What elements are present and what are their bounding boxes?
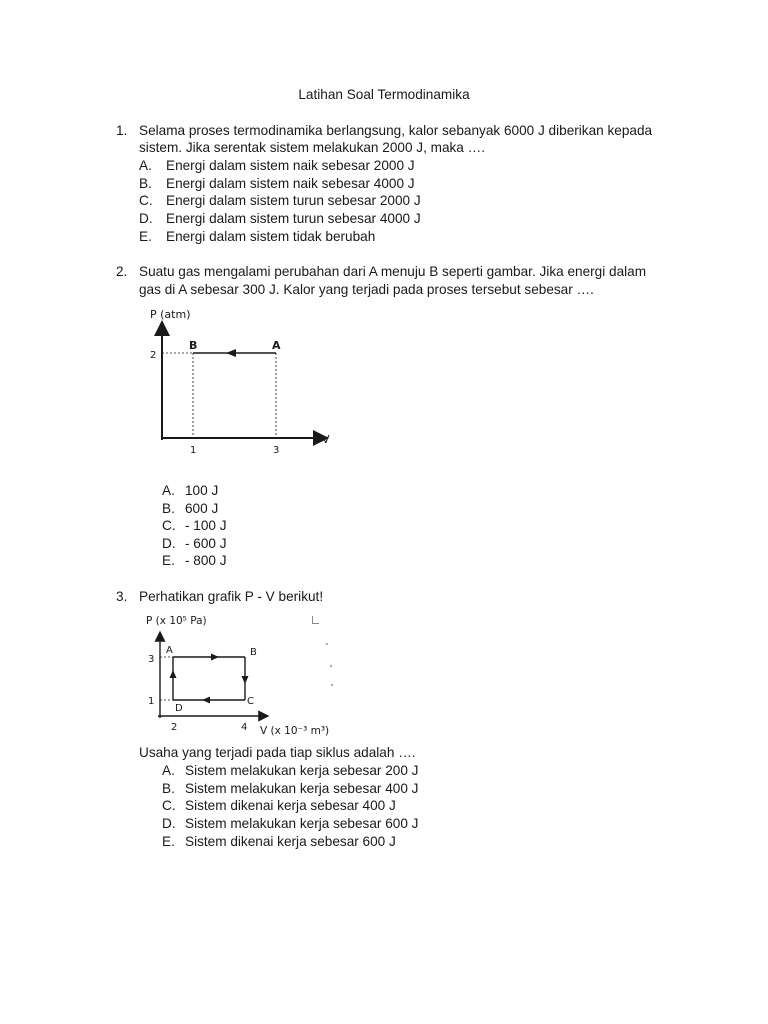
question-text-line: Selama proses termodinamika berlangsung, kalor sebanyak 6000 J diberikan kepada <box>139 123 653 138</box>
option-letter: A. <box>162 763 175 778</box>
option-letter: E. <box>162 834 175 849</box>
y-tick-label: 2 <box>150 350 157 361</box>
question-text-line: sistem. Jika serentak sistem melakukan 2000 J, maka …. <box>139 140 486 155</box>
point-label-b: B <box>189 339 198 352</box>
option-letter: B. <box>162 781 175 796</box>
option-letter: A. <box>139 158 152 173</box>
option-text: - 600 J <box>185 536 227 551</box>
question-number: 3. <box>116 589 128 604</box>
y-axis-label: P (atm) <box>150 308 191 321</box>
question-text-line: gas di A sebesar 300 J. Kalor yang terjadi pada proses tersebut sebesar …. <box>139 282 594 297</box>
option-letter: D. <box>162 816 176 831</box>
direction-arrow <box>202 697 210 704</box>
option-text: 600 J <box>185 501 219 516</box>
point-label-a: A <box>272 339 281 352</box>
y-tick-label: 1 <box>148 696 155 707</box>
pv-graph-1 <box>140 300 340 460</box>
option-text: - 800 J <box>185 553 227 568</box>
question-number: 2. <box>116 264 128 279</box>
option-text: Energi dalam sistem turun sebesar 2000 J <box>166 193 421 208</box>
option-letter: D. <box>162 536 176 551</box>
option-text: Sistem dikenai kerja sebesar 600 J <box>185 834 396 849</box>
x-axis-label: V <box>322 433 330 446</box>
point-label-b: B <box>250 647 257 658</box>
question-text-line: Perhatikan grafik P - V berikut! <box>139 589 324 604</box>
point-label-a: A <box>166 645 173 656</box>
option-letter: C. <box>162 518 176 533</box>
x-tick-label: 3 <box>273 445 280 456</box>
option-text: Sistem melakukan kerja sebesar 200 J <box>185 763 419 778</box>
direction-arrow <box>170 670 177 678</box>
question-text-line: Suatu gas mengalami perubahan dari A menuju B seperti gambar. Jika energi dalam <box>139 264 647 279</box>
scan-artifact <box>330 665 332 667</box>
x-axis-label: V (x 10⁻³ m³) <box>260 725 330 737</box>
point-label-c: C <box>247 696 254 707</box>
option-text: - 100 J <box>185 518 227 533</box>
question-number: 1. <box>116 123 128 138</box>
option-text: Energi dalam sistem naik sebesar 2000 J <box>166 158 415 173</box>
x-tick-label: 1 <box>190 445 197 456</box>
direction-arrow <box>226 349 236 357</box>
option-text: Sistem melakukan kerja sebesar 600 J <box>185 816 419 831</box>
option-letter: D. <box>139 211 153 226</box>
option-letter: B. <box>162 501 175 516</box>
option-letter: C. <box>139 193 153 208</box>
option-letter: E. <box>139 229 152 244</box>
option-text: Energi dalam sistem naik sebesar 4000 J <box>166 176 415 191</box>
y-tick-label: 3 <box>148 654 155 665</box>
option-letter: C. <box>162 798 176 813</box>
page-title: Latihan Soal Termodinamika <box>298 87 470 102</box>
x-tick-label: 4 <box>241 722 248 733</box>
option-text: Sistem dikenai kerja sebesar 400 J <box>185 798 396 813</box>
option-text: Sistem melakukan kerja sebesar 400 J <box>185 781 419 796</box>
option-text: Energi dalam sistem turun sebesar 4000 J <box>166 211 421 226</box>
question-prompt: Usaha yang terjadi pada tiap siklus adalah …. <box>139 745 416 760</box>
point-label-d: D <box>175 703 183 714</box>
scan-artifact <box>326 643 328 645</box>
option-text: 100 J <box>185 483 219 498</box>
scan-artifact <box>312 616 319 624</box>
direction-arrow <box>211 654 219 661</box>
scan-artifact <box>331 684 333 686</box>
option-letter: B. <box>139 176 152 191</box>
x-tick-label: 2 <box>171 722 178 733</box>
option-letter: E. <box>162 553 175 568</box>
direction-arrow <box>242 676 249 684</box>
option-letter: A. <box>162 483 175 498</box>
option-text: Energi dalam sistem tidak berubah <box>166 229 376 244</box>
y-axis-label: P (x 10⁵ Pa) <box>146 615 207 627</box>
pv-graph-2 <box>144 610 344 740</box>
